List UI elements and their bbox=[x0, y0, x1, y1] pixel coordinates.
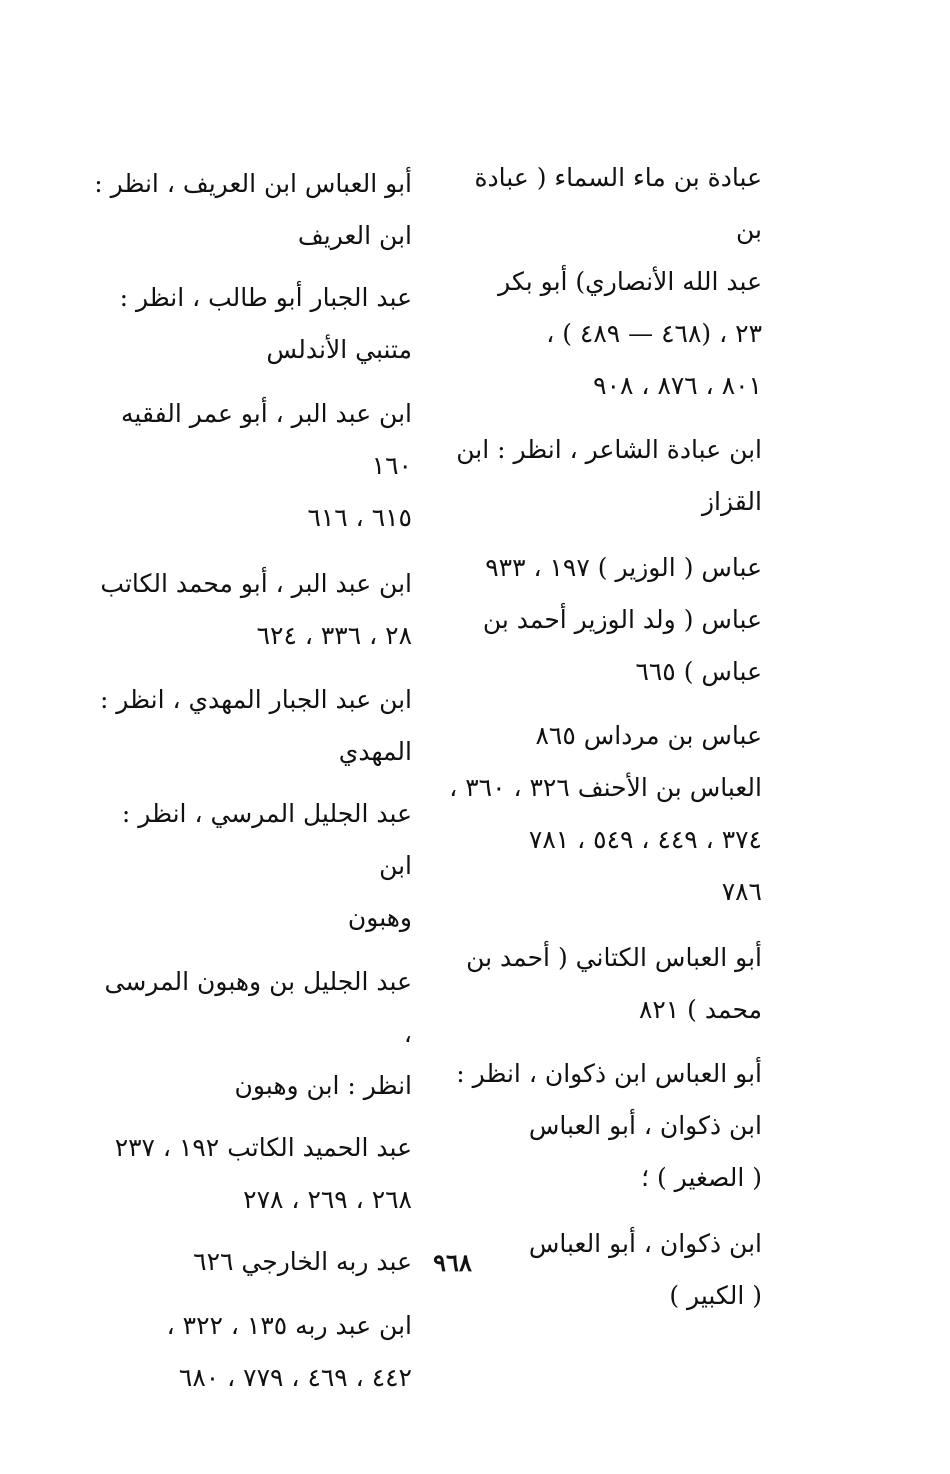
index-entry: عباس بن مرداس ٨٦٥ العباس بن الأحنف ٣٢٦ ، ٣٦٠ ، ٣٧٤ ، ٤٤٩ ، ٥٤٩ ، ٧٨١ ٧٨٦ bbox=[449, 721, 762, 906]
index-column-left bbox=[92, 150, 412, 1404]
index-entry: عبد الحميد الكاتب ١٩٢ ، ٢٣٧ ٢٦٨ ، ٢٦٩ ، ٢٧٨ bbox=[114, 1133, 412, 1214]
index-column-right bbox=[442, 150, 762, 1322]
index-entry: ابن عبد البر ، أبو محمد الكاتب ٢٨ ، ٣٣٦ ، ٦٢٤ bbox=[100, 569, 412, 650]
index-entry: عبد الجليل بن وهبون المرسى ، انظر : ابن وهبون bbox=[104, 967, 412, 1100]
index-entry: أبو العباس ابن العريف ، انظر : ابن العريف bbox=[94, 169, 412, 250]
index-entry: عبد الجبار أبو طالب ، انظر : متنبي الأندلس bbox=[119, 283, 412, 364]
index-entry: ابن عبد الجبار المهدي ، انظر : المهدي bbox=[99, 685, 412, 766]
index-entry: عبادة بن ماء السماء ( عبادة بن عبد الله الأنصاري) أبو بكر ٢٣ ، (٤٦٨ — ٤٨٩ ) ، ٨٠١ ، ٨٧٦ ، ٩٠٨ bbox=[474, 163, 762, 400]
index-entry: ابن عبادة الشاعر ، انظر : ابن القزاز bbox=[456, 435, 762, 516]
index-entry: أبو العباس الكتاني ( أحمد بن محمد ) ٨٢١ bbox=[466, 943, 762, 1024]
index-entry: عبد الجليل المرسي ، انظر : ابن وهبون bbox=[121, 799, 412, 932]
page-number: ٩٦٨ bbox=[433, 1248, 472, 1277]
index-entry: عباس ( الوزير ) ١٩٧ ، ٩٣٣ عباس ( ولد الوزير أحمد بن عباس ) ٦٦٥ bbox=[482, 553, 762, 686]
index-entry: عبد ربه الخارجي ٦٢٦ bbox=[193, 1247, 412, 1276]
index-entry: ابن عبد البر ، أبو عمر الفقيه ١٦٠ ٦١٥ ، ٦١٦ bbox=[121, 399, 412, 532]
index-entry: ابن عبد ربه ١٣٥ ، ٣٢٢ ، ٤٤٢ ، ٤٦٩ ، ٧٧٩ ، ٦٨٠ bbox=[166, 1311, 412, 1392]
index-entry: أبو العباس ابن ذكوان ، انظر : ابن ذكوان ، أبو العباس ( الصغير ) ؛ bbox=[456, 1059, 762, 1192]
index-entry: ابن ذكوان ، أبو العباس ( الكبير ) bbox=[528, 1229, 762, 1310]
